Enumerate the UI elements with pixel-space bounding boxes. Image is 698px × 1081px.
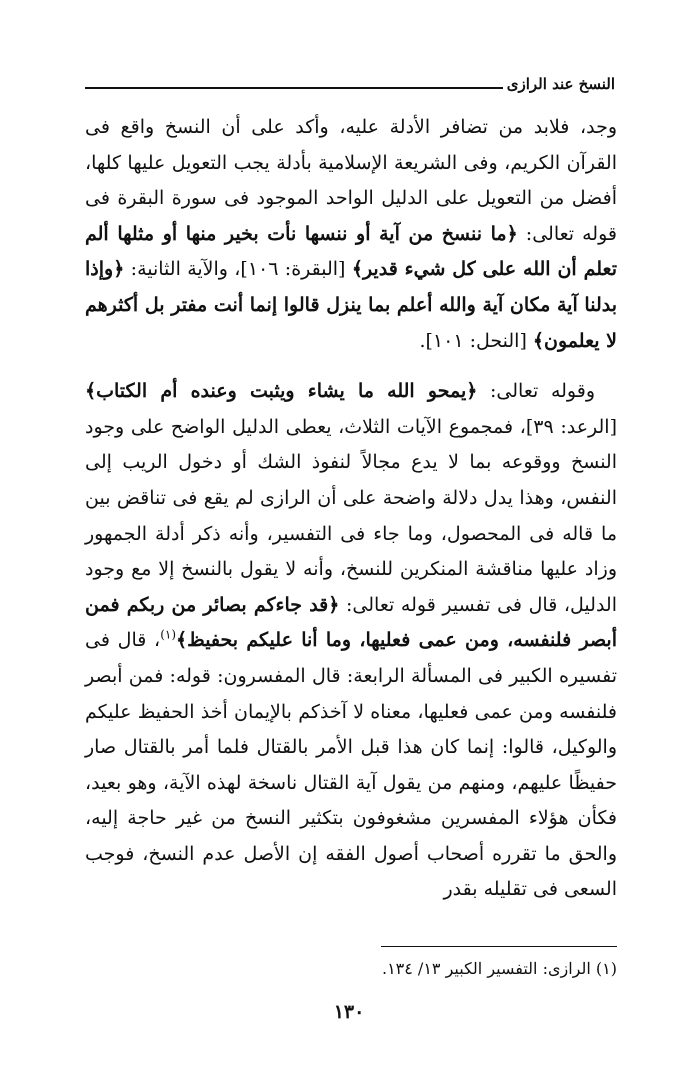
quran-quotation: ﴿يمحو الله ما يشاء ويثبت وعنده أم الكتاب﴾ <box>85 380 478 403</box>
page-number: ١٣٠ <box>333 1001 365 1023</box>
paragraph-1 <box>85 110 617 359</box>
text-run: ، قال فى تفسيره الكبير فى المسألة الرابعة: قال المفسرون: قوله: فمن أبصر فلنفسه ومن عمى فعليها، معناه لا آخذكم بالإيمان أخذ الحفيظ عليكم والوكيل، قالوا: إنما كان هذا قبل الأمر بالقتال فلما أمر بالقتال صار حفيظًا عليهم، ومنهم من يقول آية القتال ناسخة لهذه الآية، وهو بعيد، فكأن هؤلاء المفسرين مشغوفون بتكثير النسخ من غير حاجة إليه، والحق ما تقرره أصحاب أصول الفقه إن الأصل عدم النسخ، فوجب السعى فى تقليله بقدر <box>85 629 617 901</box>
header-rule <box>85 87 503 89</box>
quran-quotation: ﴿قد جاءكم بصائر من ربكم فمن أبصر فلنفسه، ومن عمى فعليها، وما أنا عليكم بحفيظ﴾ <box>85 593 617 652</box>
footnote-separator <box>381 946 617 947</box>
text-run: وجد، فلابد من تضافر الأدلة عليه، وأكد على أن النسخ واقع فى القرآن الكريم، وفى الشريعة الإسلامية بأدلة يجب التعويل عليها كلها، أفضل من التعويل على الدليل الواحد الموجود فى سورة البقرة فى قوله تعالى: <box>85 116 617 245</box>
running-header-title: النسخ عند الرازى <box>506 75 615 93</box>
footnote: (١) الرازى: التفسير الكبير ١٣/ ١٣٤. <box>381 959 617 978</box>
text-run: [الرعد: ٣٩]، فمجموع الآيات الثلاث، يعطى الدليل الواضح على وجود النسخ ووقوعه بما لا يدع مجالاً لنفوذ الشك أو دخول الريب إلى النفس، وهذا يدل دلالة واضحة على أن الرازى لم يقع فى تناقض بين ما قاله فى المحصول، وما جاء فى التفسير، وأنه ذكر أدلة الجمهور وزاد عليها مناقشة المنكرين للنسخ، وأنه لا يقول بالنسخ إلا مع وجود الدليل، قال فى تفسير قوله تعالى: <box>85 415 617 616</box>
text-run: [النحل: ١٠١]. <box>419 329 533 352</box>
paragraph-2 <box>85 374 617 908</box>
footnote-reference: (١) <box>160 627 177 642</box>
running-header <box>85 74 615 98</box>
text-run: وقوله تعالى: <box>477 380 595 403</box>
quran-quotation: ﴿ما ننسخ من آية أو ننسها نأت بخير منها أو مثلها ألم تعلم أن الله على كل شيء قدير﴾ <box>85 222 617 281</box>
quran-quotation: ﴿وإذا بدلنا آية مكان آية والله أعلم بما ينزل قالوا إنما أنت مفتر بل أكثرهم لا يعلمون﴾ <box>85 258 617 352</box>
text-run: [البقرة: ١٠٦]، والآية الثانية: <box>124 258 352 281</box>
body-text <box>85 110 617 908</box>
